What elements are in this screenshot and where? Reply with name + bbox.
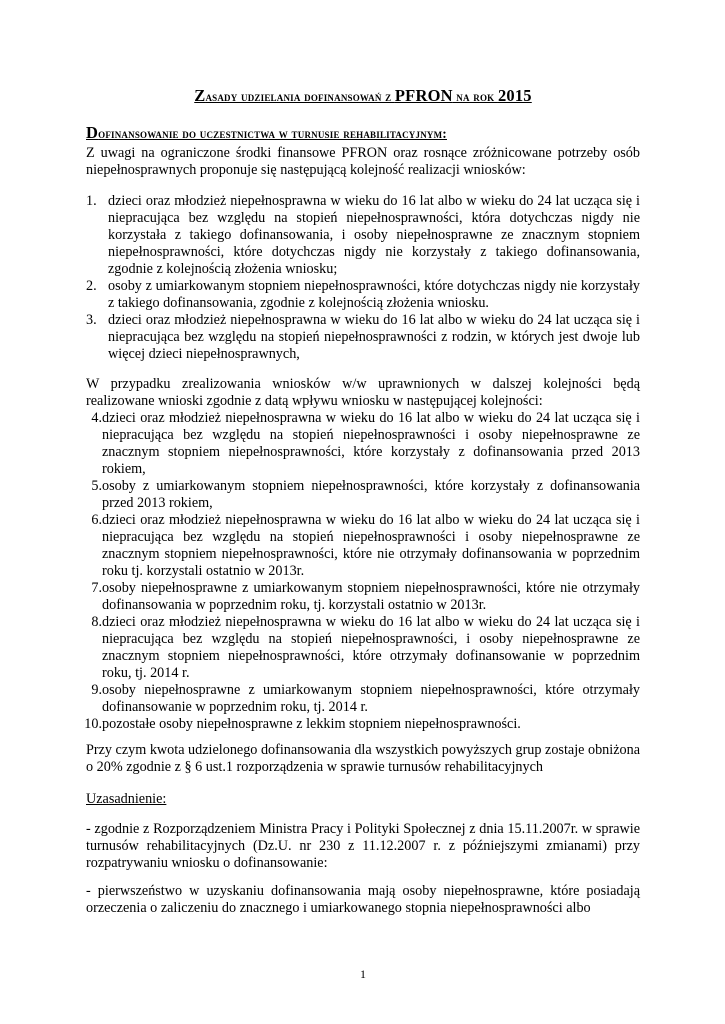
priority-list-1 (86, 193, 640, 363)
title-year: 2015 (497, 86, 532, 105)
title-prefix: asady udzielania dofinansowań z (205, 89, 395, 104)
justification-heading: Uzasadnienie: (86, 791, 167, 807)
priority-list-2 (80, 410, 640, 733)
list-item (86, 312, 640, 363)
title-mid: na rok (452, 89, 498, 104)
list-item-text: osoby niepełnosprawne z umiarkowanym stopniem niepełnosprawności, które nie otrzymały dofinansowania w poprzednim roku, tj. korzystali ostatnio w 2013r. (102, 580, 640, 613)
section-heading-first-letter: D (86, 123, 99, 142)
intro-paragraph: Z uwagi na ograniczone środki finansowe PFRON oraz rosnące zróżnicowane potrzeby osób niepełnosprawnych proponuje się następującą kolejność realizacji wniosków: (86, 145, 640, 178)
list-item-number: 8. (91, 614, 102, 630)
list-item-number: 1. (86, 193, 97, 209)
title-pfron: PFRON (394, 86, 453, 105)
justification-paragraph-2: - pierwszeństwo w uzyskaniu dofinansowania mają osoby niepełnosprawne, które posiadają orzeczenia o zaliczeniu do znacznego i umiarkowanego stopnia niepełnosprawności albo (86, 883, 640, 916)
continuation-paragraph: W przypadku zrealizowania wniosków w/w uprawnionych w dalszej kolejności będą realizowane wnioski zgodnie z datą wpływu wniosku w następującej kolejności: (86, 376, 640, 409)
list-item-text: dzieci oraz młodzież niepełnosprawna w wieku do 16 lat albo w wieku do 24 lat ucząca się i niepracująca bez względu na stopień niepełnosprawności z rodzin, w których jest dwoje lub więcej dzieci niepełnosprawnych, (108, 312, 640, 362)
list-item-text: dzieci oraz młodzież niepełnosprawna w wieku do 16 lat albo w wieku do 24 lat ucząca się i niepracująca bez względu na stopień niepełnosprawności, i osoby niepełnosprawne ze znacznym stopniem niepełnosprawności, które otrzymały dofinansowanie w poprzednim roku, tj. 2014 r. (102, 614, 640, 681)
list-item-number: 3. (86, 312, 97, 328)
list-item (80, 716, 640, 733)
section-heading (86, 123, 640, 144)
list-item (80, 512, 640, 580)
list-item (80, 614, 640, 682)
list-item (80, 410, 640, 478)
list-item-number: 10. (84, 716, 102, 732)
reduction-paragraph: Przy czym kwota udzielonego dofinansowania dla wszystkich powyższych grup zostaje obniżona o 20% zgodnie z § 6 ust.1 rozporządzenia w sprawie turnusów rehabilitacyjnych (86, 742, 640, 775)
title-first-letter: Z (194, 86, 206, 105)
list-item-number: 7. (91, 580, 102, 596)
list-item-number: 9. (91, 682, 102, 698)
page-number: 1 (360, 967, 366, 981)
list-item-text: osoby niepełnosprawne z umiarkowanym stopniem niepełnosprawności, które otrzymały dofinansowanie w poprzednim roku, tj. 2014 r. (102, 682, 640, 715)
list-item-text: osoby z umiarkowanym stopniem niepełnosprawności, które dotychczas nigdy nie korzystały z takiego dofinansowania, zgodnie z kolejnością złożenia wniosku. (108, 278, 640, 311)
section-heading-text: ofinansowanie do uczestnictwa w turnusie rehabilitacyjnym: (98, 126, 447, 141)
list-item-text: pozostałe osoby niepełnosprawne z lekkim stopniem niepełnosprawności. (102, 716, 521, 732)
list-item-text: osoby z umiarkowanym stopniem niepełnosprawności, które korzystały z dofinansowania przed 2013 rokiem, (102, 478, 640, 511)
list-item (80, 580, 640, 614)
list-item (86, 193, 640, 278)
list-item-number: 6. (91, 512, 102, 528)
list-item-text: dzieci oraz młodzież niepełnosprawna w wieku do 16 lat albo w wieku do 24 lat ucząca się i niepracująca bez względu na stopień niepełnosprawności, która dotychczas nigdy nie korzystała z takiego dofinansowania, i osoby niepełnosprawne ze znacznym stopniem niepełnosprawności, które dotychczas nigdy nie korzystały z takiego dofinansowania, zgodnie z kolejnością złożenia wniosku; (108, 193, 640, 277)
list-item-number: 5. (91, 478, 102, 494)
list-item (80, 682, 640, 716)
list-item (80, 478, 640, 512)
document-title (86, 86, 640, 107)
list-item-number: 2. (86, 278, 97, 294)
list-item (86, 278, 640, 312)
list-item-text: dzieci oraz młodzież niepełnosprawna w wieku do 16 lat albo w wieku do 24 lat ucząca się i niepracująca bez względu na stopień niepełnosprawności i osoby niepełnosprawne ze znacznym stopniem niepełnosprawności, które korzystały z dofinansowania przed 2013 rokiem, (102, 410, 640, 477)
justification-paragraph-1: - zgodnie z Rozporządzeniem Ministra Pracy i Polityki Społecznej z dnia 15.11.2007r. w sprawie turnusów rehabilitacyjnych (Dz.U. nr 230 z 11.12.2007 r. z późniejszymi zmianami) przy rozpatrywaniu wniosku o dofinansowanie: (86, 821, 640, 871)
list-item-number: 4. (91, 410, 102, 426)
list-item-text: dzieci oraz młodzież niepełnosprawna w wieku do 16 lat albo w wieku do 24 lat ucząca się i niepracująca bez względu na stopień niepełnosprawności i osoby niepełnosprawne ze znacznym stopniem niepełnosprawności, które nie otrzymały dofinansowania w poprzednim roku tj. korzystali ostatnio w 2013r. (102, 512, 640, 579)
